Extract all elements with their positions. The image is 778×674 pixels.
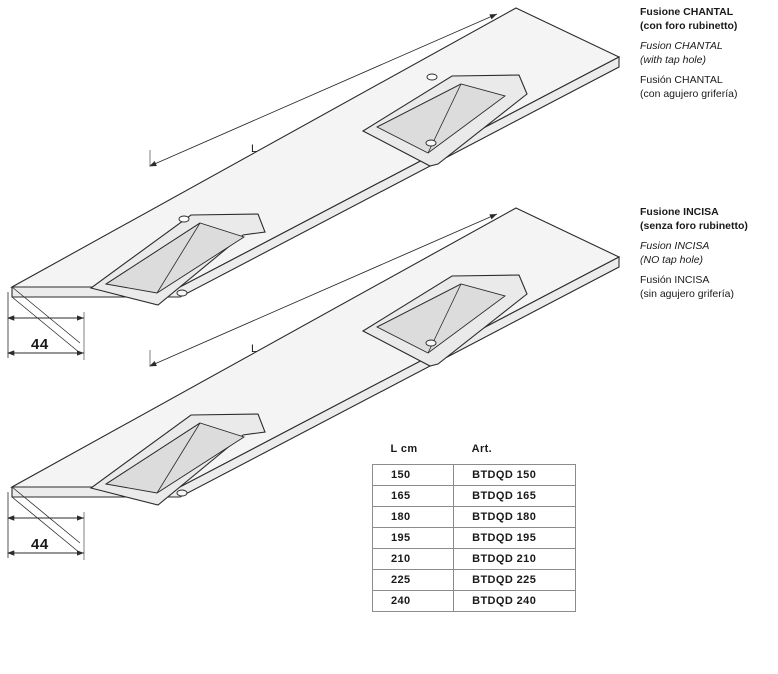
cell-length: 180 [373, 507, 454, 528]
depth-label-top: 44 [31, 336, 49, 353]
sizes-table [372, 440, 576, 612]
cell-length: 240 [373, 591, 454, 612]
incisa-subtitle: (senza foro rubinetto) [640, 219, 748, 232]
cell-article: BTDQD 225 [454, 570, 576, 591]
drain-hole-circle-icon [177, 290, 187, 296]
cell-article: BTDQD 195 [454, 528, 576, 549]
tap-hole-circle-icon [427, 74, 437, 80]
cell-article: BTDQD 165 [454, 486, 576, 507]
table-row[interactable] [373, 528, 576, 549]
chantal-es-line1: Fusión CHANTAL [640, 74, 723, 86]
table-row[interactable] [373, 591, 576, 612]
cell-length: 195 [373, 528, 454, 549]
table-row[interactable] [373, 570, 576, 591]
chantal-en-line2: (with tap hole) [640, 53, 706, 66]
incisa-es-line2: (sin agujero grifería) [640, 287, 734, 300]
annotation-chantal [640, 6, 778, 108]
chantal-es-line2: (con agujero grifería) [640, 87, 738, 100]
length-label-top: L [251, 143, 258, 155]
incisa-es-line1: Fusión INCISA [640, 274, 710, 286]
tap-hole-circle-icon [179, 216, 189, 222]
cell-length: 165 [373, 486, 454, 507]
drain-hole-circle-icon [426, 140, 436, 146]
header-length: L cm [390, 443, 418, 455]
sizes-table-wrapper [372, 440, 576, 612]
table-row[interactable] [373, 507, 576, 528]
table-row[interactable] [373, 486, 576, 507]
cell-article: BTDQD 150 [454, 465, 576, 486]
cell-article: BTDQD 210 [454, 549, 576, 570]
chantal-title: Fusione CHANTAL [640, 6, 734, 18]
table-header-row [373, 440, 576, 465]
cell-length: 210 [373, 549, 454, 570]
depth-label-bottom: 44 [31, 536, 49, 553]
table-row[interactable] [373, 465, 576, 486]
header-article: Art. [471, 443, 493, 455]
cell-length: 225 [373, 570, 454, 591]
annotation-incisa [640, 206, 778, 308]
cell-article: BTDQD 180 [454, 507, 576, 528]
chantal-en-line1: Fusion CHANTAL [640, 40, 723, 52]
cell-length: 150 [373, 465, 454, 486]
chantal-subtitle: (con foro rubinetto) [640, 19, 738, 32]
length-label-bottom: L [251, 343, 258, 355]
incisa-en-line2: (NO tap hole) [640, 253, 704, 266]
drain-hole-circle-icon [426, 340, 436, 346]
table-row[interactable] [373, 549, 576, 570]
drain-hole-circle-icon [177, 490, 187, 496]
incisa-en-line1: Fusion INCISA [640, 240, 710, 252]
incisa-title: Fusione INCISA [640, 206, 719, 218]
cell-article: BTDQD 240 [454, 591, 576, 612]
